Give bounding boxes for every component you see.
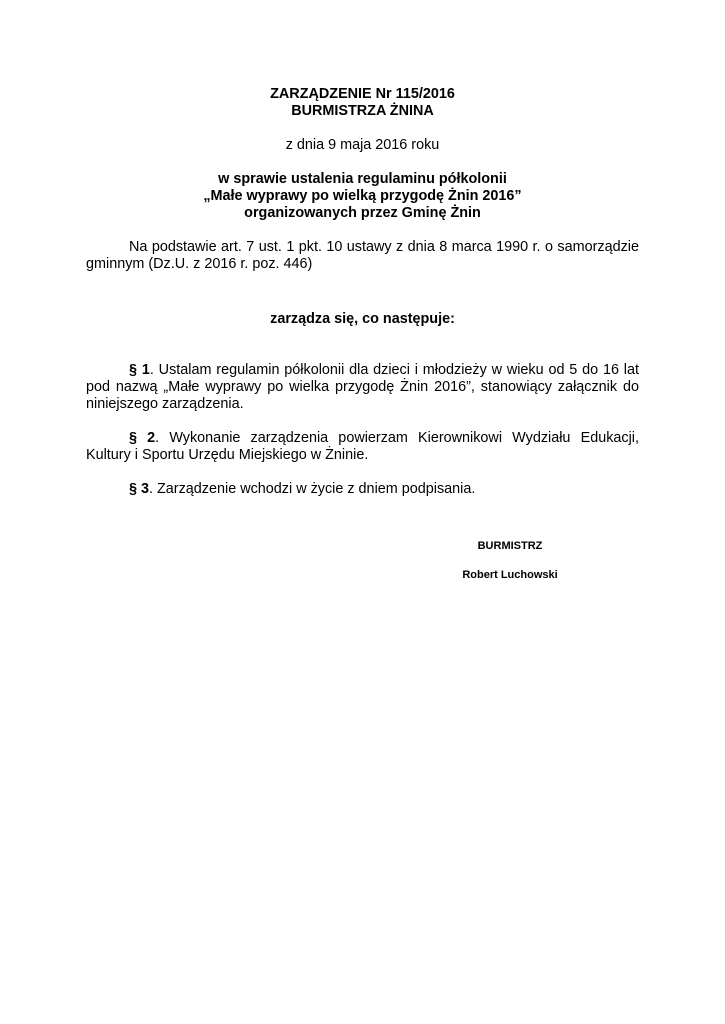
paragraph-1-marker: § 1 [129, 362, 150, 378]
subject-line-2: „Małe wyprawy po wielką przygodę Żnin 2016” [203, 188, 522, 204]
paragraph-2-marker: § 2 [129, 430, 156, 446]
paragraph-2 [86, 430, 639, 464]
document-page [86, 86, 639, 498]
title-line-1: ZARZĄDZENIE Nr 115/2016 [270, 86, 455, 102]
signature-title: BURMISTRZ [477, 540, 543, 552]
document-date: z dnia 9 maja 2016 roku [285, 137, 440, 153]
paragraph-2-text: . Wykonanie zarządzenia powierzam Kierownikowi Wydziału Edukacji, Kultury i Sportu Urzędu Miejskiego w Żninie. [86, 430, 639, 463]
paragraph-3-text: . Zarządzenie wchodzi w życie z dniem podpisania. [149, 481, 476, 497]
document-title [86, 86, 639, 120]
paragraph-3-marker: § 3 [129, 481, 150, 497]
title-line-2: BURMISTRZA ŻNINA [291, 103, 434, 119]
subject-line-3: organizowanych przez Gminę Żnin [244, 205, 481, 221]
document-subject [86, 171, 639, 222]
legal-basis: Na podstawie art. 7 ust. 1 pkt. 10 ustawy z dnia 8 marca 1990 r. o samorządzie gminnym (Dz.U. z 2016 r. poz. 446) [86, 239, 639, 272]
decree-phrase: zarządza się, co następuje: [270, 311, 455, 327]
subject-line-1: w sprawie ustalenia regulaminu półkolonii [218, 171, 507, 187]
paragraph-3 [86, 481, 639, 498]
signature-name: Robert Luchowski [462, 569, 558, 581]
paragraph-1-text: . Ustalam regulamin półkolonii dla dzieci i młodzieży w wieku od 5 do 16 lat pod nazwą „Małe wyprawy po wielka przygodę Żnin 2016”, stanowiący załącznik do niniejszego zarządzenia. [86, 362, 639, 412]
paragraph-1 [86, 362, 639, 413]
